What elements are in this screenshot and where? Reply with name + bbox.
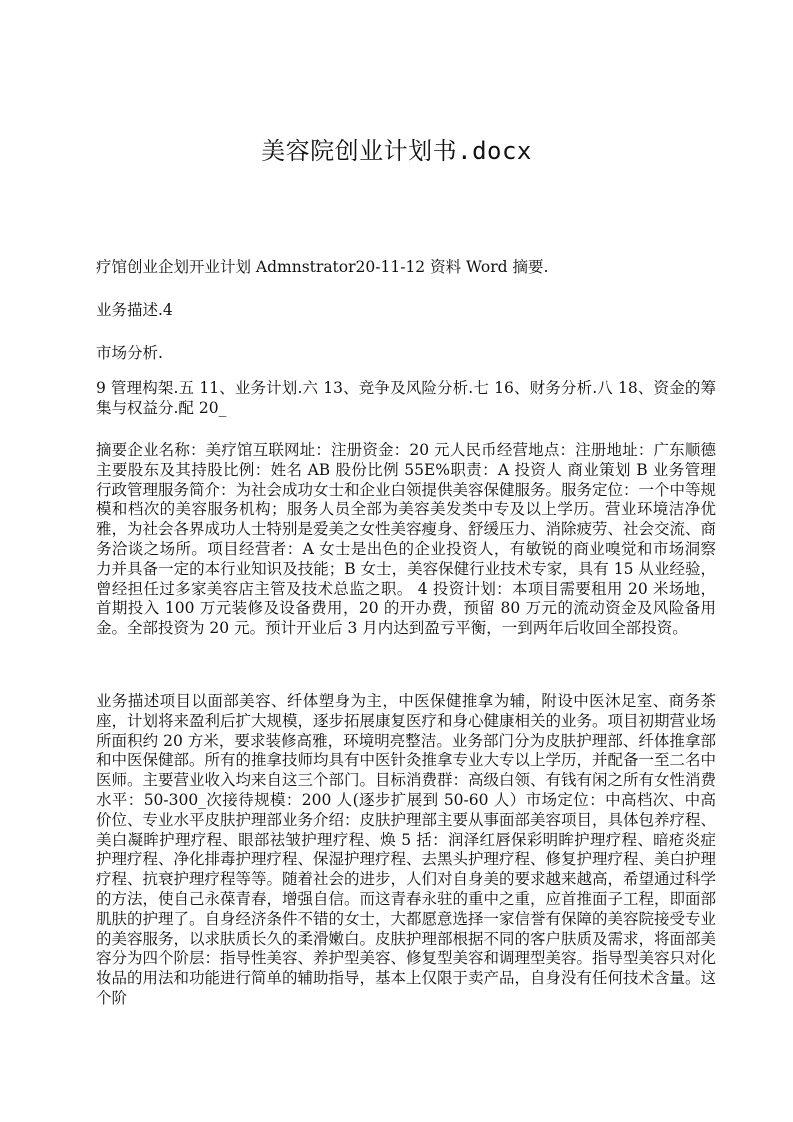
document-title: 美容院创业计划书.docx [261, 137, 532, 165]
toc-market-analysis: 市场分析. [96, 344, 163, 362]
header-line: 疗馆创业企划开业计划 Admnstrator20-11-12 资料 Word 摘要. [96, 258, 549, 276]
summary-paragraph: 摘要企业名称：美疗馆互联网址：注册资金：20 元人民币经营地点：注册地址：广东顺德主要股东及其持股比例：姓名 AB 股份比例 55E%职责：A 投资人 商业策划 B 业务管理 行政管理服务简介：为社会成功女士和企业白领提供美容保健服务。服务定位：一个中等规模和档次的美容服务机构；服务人员全部为美容美发类中专及以上学历。营业环境洁净优雅，为社会各界成功人士特别是爱美之女性美容瘦身、舒缓压力、消除疲劳、社会交流、商务洽谈之场所。项目经营者：A 女士是出色的企业投资人，有敏锐的商业嗅觉和市场洞察力并具备一定的本行业知识及技能；B 女士，美容保健行业技术专家，具有 15 从业经验，曾经担任过多家美容店主管及技术总监之职。 4 投资计划：本项目需要租用 20 米场地，首期投入 100 万元装修及设备费用，20 的开办费，预留 80 万元的流动资金及风险备用金。全部投资为 20 元。预计开业后 3 月内达到盈亏平衡，一到两年后收回全部投资。 [96, 441, 717, 638]
toc-sections: 9 管理构架.五 11、业务计划.六 13、竞争及风险分析.七 16、财务分析.八 18、资金的筹集与权益分.配 20_ [96, 379, 716, 417]
toc-business-description: 业务描述.4 [96, 301, 173, 319]
business-description-paragraph: 业务描述项目以面部美容、纤体塑身为主，中医保健推拿为辅，附设中医沐足室、商务茶座，计划将来盈利后扩大规模，逐步拓展康复医疗和身心健康相关的业务。项目初期营业场所面积约 20 方米，要求装修高雅，环境明亮整洁。业务部门分为皮肤护理部、纤体推拿部和中医保健部。所有的推拿技师均具有中医针灸推拿专业大专以上学历，并配备一至二名中医师。主要营业收入均来自这三个部门。目标消费群：高级白领、有钱有闲之所有女性消费水平：50-300_次接待规模：200 人(逐步扩展到 50-60 人）市场定位：中高档次、中高价位、专业水平皮肤护理部业务介绍：皮肤护理部主要从事面部美容项目，具体包养疗程、美白凝眸护理疗程、眼部祛皱护理疗程、焕 5 括：润泽红唇保彩明眸护理疗程、暗疮炎症护理疗程、净化排毒护理疗程、保湿护理疗程、去黑头护理疗程、修复护理疗程、美白护理疗程、抗衰护理疗程等等。随着社会的进步，人们对自身美的要求越来越高，希望通过科学的方法，使自己永葆青春，增强自信。而这青春永驻的重中之重，应首推面子工程，即面部肌肤的护理了。自身经济条件不错的女士，大都愿意选择一家信誉有保障的美容院接受专业的美容服务，以求肤质长久的柔滑嫩白。皮肤护理部根据不同的客户肤质及需求，将面部美容分为四个阶层：指导性美容、养护型美容、修复型美容和调理型美容。指导型美容只对化妆品的用法和功能进行简单的辅助指导，基本上仅限于卖产品，自身没有任何技术含量。这个阶 [96, 692, 717, 1007]
